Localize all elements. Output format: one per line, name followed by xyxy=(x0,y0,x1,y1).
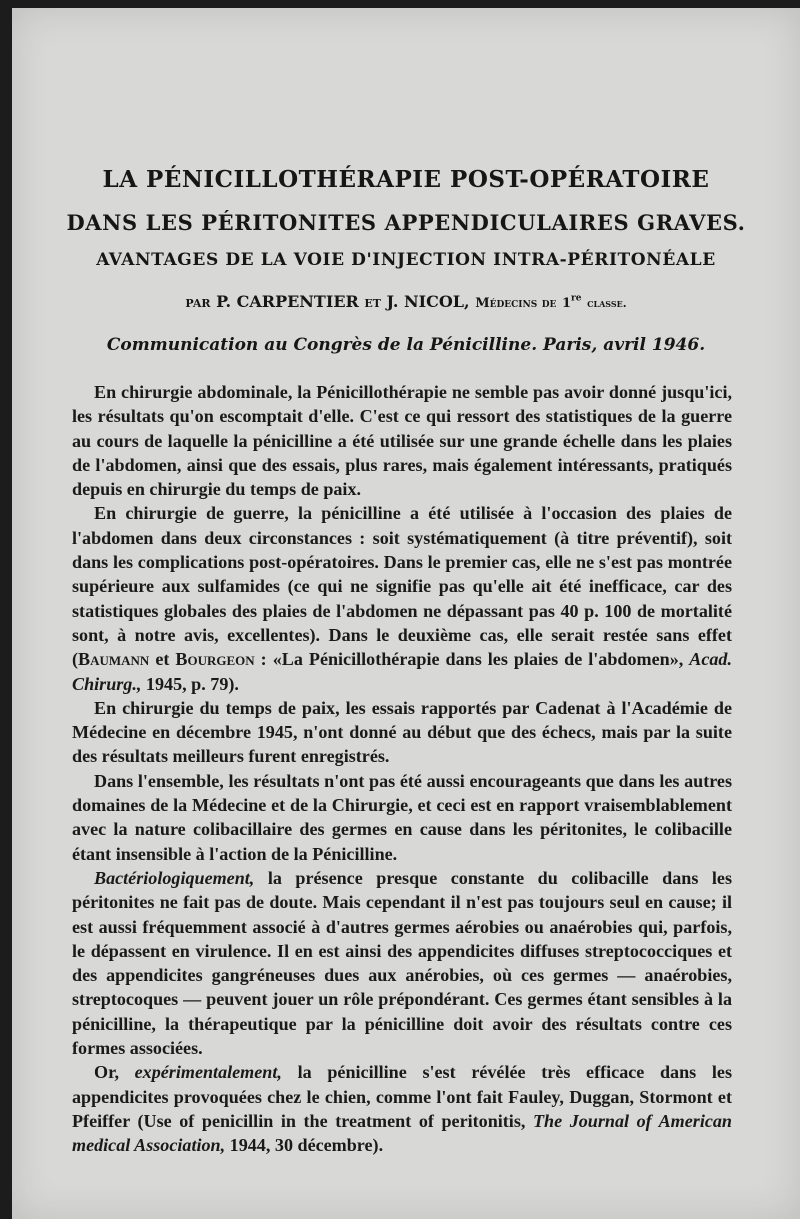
author-bourgeon: Bourgeon xyxy=(175,649,255,670)
title-line-3: AVANTAGES DE LA VOIE D'INJECTION INTRA-PÉRITONÉALE xyxy=(96,250,716,270)
paragraph-3: En chirurgie du temps de paix, les essais rapportés par Cadenat à l'Académie de Médecine en décembre 1945, n'ont donné au début que des échecs, mais par la suite des résultats meilleurs furent enregistrés. xyxy=(72,697,732,767)
et-word: ET xyxy=(364,297,381,310)
authors-line xyxy=(12,292,800,311)
journal-acad-chirurg: Acad. Chirurg., xyxy=(72,649,732,694)
paragraph-5: Bactériologiquement, la présence presque constante du colibacille dans les péritonites ne fait pas de doute. Mais cependant il n'est pas toujours seul en cause; il est aussi fréquemment associé à d'autres germes aérobies ou anaérobies qui, parfois, le dépassent en virulence. Il en est ainsi des appendicites diffuses streptococciques et des appendicites gangréneuses dues aux anérobies, où ces germes — anaérobies, streptocoques — peuvent jouer un rôle prépondérant. Ces germes étant sensibles à la pénicilline, la thérapeutique par la pénicilline doit avoir des résultats contre ces formes associées. xyxy=(72,867,732,1059)
communication-line: Communication au Congrès de la Pénicilline. Paris, avril 1946. xyxy=(106,335,706,355)
author-role: Médecins de xyxy=(475,296,557,311)
article-body xyxy=(72,380,732,1158)
class-superscript: re xyxy=(571,293,582,304)
par-word: PAR xyxy=(185,297,211,310)
paragraph-6: Or, expérimentalement, la pénicilline s'est révélée très efficace dans les appendicites provoquées chez le chien, comme l'ont fait Fauley, Duggan, Stormont et Pfeiffer (Use of penicillin in the treatment of peritonitis, The Journal of American medical Association, 1944, 30 décembre). xyxy=(72,1062,732,1156)
author-1: P. CARPENTIER xyxy=(216,292,359,311)
paragraph-2: En chirurgie de guerre, la pénicilline a été utilisée à l'occasion des plaies de l'abdomen dans deux circonstances : soit systématiquement (à titre préventif), soit dans les complications post-opératoires. Dans le premier cas, elle ne s'est pas montrée supérieure aux sulfamides (ce qui ne signifie pas qu'elle ait été inefficace, car des statistiques globales des plaies de l'abdomen ne dépassant pas 40 p. 100 de mortalité sont, à notre avis, excellentes). Dans le deuxième cas, elle serait restée sans effet (Baumann et Bourgeon : «La Pénicillothérapie dans les plaies de l'abdomen», Acad. Chirurg., 1945, p. 79). xyxy=(72,503,732,694)
paragraph-4: Dans l'ensemble, les résultats n'ont pas été aussi encourageants que dans les autres domaines de la Médecine et de la Chirurgie, et ceci est en rapport vraisemblablement avec la nature colibacillaire des germes en cause dans les péritonites, le colibacille étant insensible à l'action de la Pénicilline. xyxy=(72,770,732,864)
author-2: J. NICOL, xyxy=(386,292,470,311)
paragraph-1: En chirurgie abdominale, la Pénicillothérapie ne semble pas avoir donné jusqu'ici, les résultats qu'on escomptait d'elle. C'est ce qui ressort des statistiques de la guerre au cours de laquelle la pénicilline a été utilisée sur une grande échelle dans les plaies de l'abdomen, ainsi que des essais, plus rares, mais également intéressants, pratiqués depuis en chirurgie du temps de paix. xyxy=(72,382,732,500)
title-line-1: LA PÉNICILLOTHÉRAPIE POST-OPÉRATOIRE xyxy=(102,166,710,193)
experimentalement-lead: expérimentalement, xyxy=(134,1062,282,1083)
class-number: 1 xyxy=(562,296,572,311)
author-baumann: Baumann xyxy=(78,649,150,670)
class-word: classe. xyxy=(587,297,627,310)
title-line-2: DANS LES PÉRITONITES APPENDICULAIRES GRAVES. xyxy=(66,210,746,235)
bacteriologiquement-lead: Bactériologiquement, xyxy=(94,867,255,888)
journal-jama: The Journal of American medical Association, xyxy=(72,1110,732,1156)
scanned-page xyxy=(12,8,800,1219)
